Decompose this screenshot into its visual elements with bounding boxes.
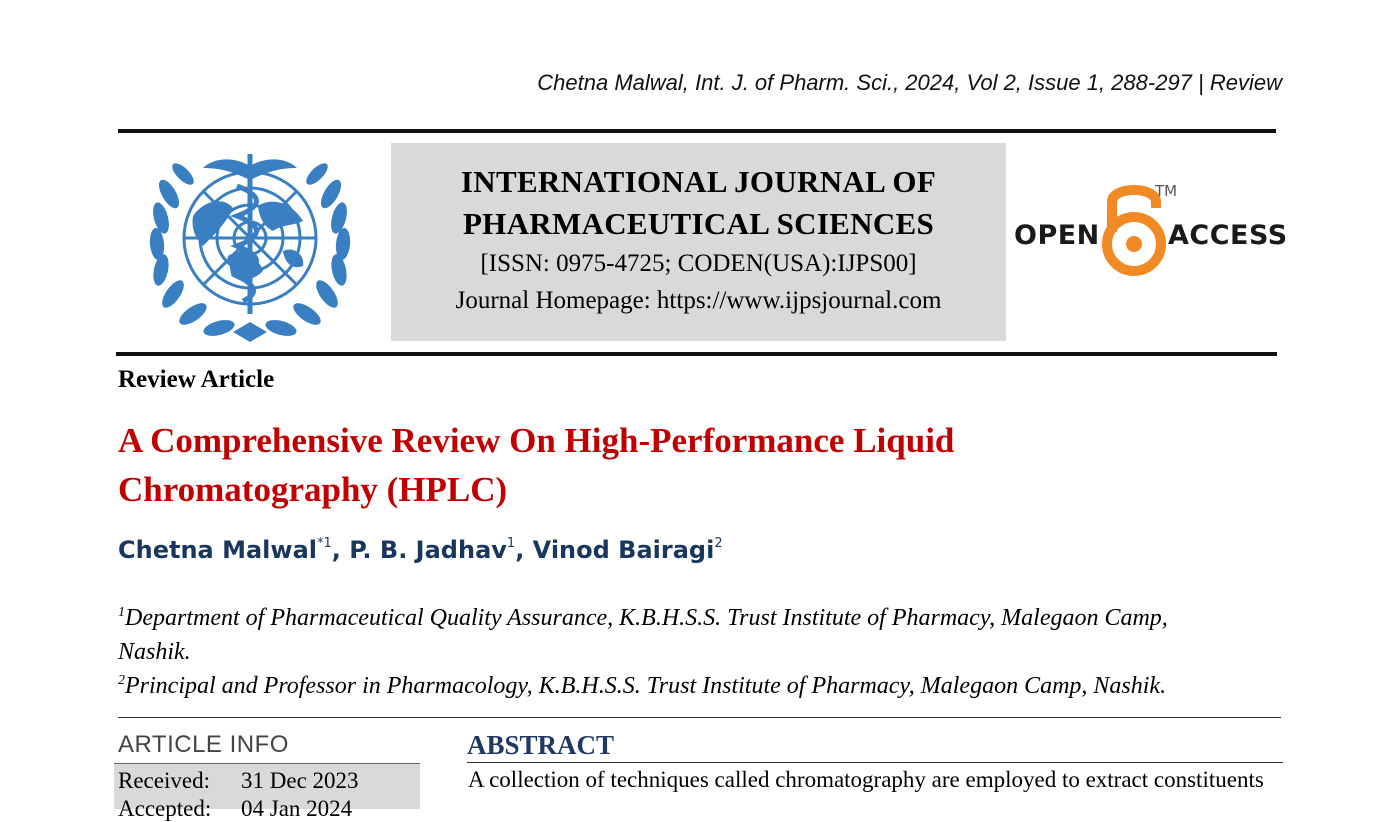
affiliation-marker: 1 [118, 605, 125, 620]
accepted-label: Accepted: [118, 796, 212, 821]
journal-name-line-2: PHARMACEUTICAL SCIENCES [462, 206, 935, 241]
affiliation-text: Department of Pharmaceutical Quality Assurance, K.B.H.S.S. Trust Institute of Pharmacy, Malegaon Camp, [125, 605, 1168, 631]
abstract-rule [467, 762, 1283, 763]
abstract-text: A collection of techniques called chromatography are employed to extract constituents [468, 767, 1264, 792]
journal-name-line-1: INTERNATIONAL JOURNAL OF [460, 164, 937, 199]
affiliation-2 [118, 664, 1288, 703]
journal-emblem-icon [133, 146, 367, 344]
trademark-mark: TM [1155, 182, 1178, 200]
author-list [118, 536, 723, 564]
header-rule-top [118, 129, 1276, 133]
open-access-logo [1012, 180, 1288, 280]
received-label: Received: [118, 768, 210, 793]
author-name: Chetna Malwal [118, 536, 317, 564]
accepted-date: 04 Jan 2024 [241, 796, 353, 821]
author-name: P. B. Jadhav [349, 536, 507, 564]
article-info-box [114, 763, 420, 821]
accepted-row [118, 796, 352, 822]
section-divider [118, 717, 1281, 718]
journal-issn: [ISSN: 0975-4725; CODEN(USA):IJPS00] [480, 250, 917, 277]
author-separator: , [331, 536, 350, 564]
journal-homepage-link[interactable]: Journal Homepage: https://www.ijpsjournal.com [455, 287, 942, 314]
journal-masthead [391, 143, 1006, 341]
article-title [118, 416, 1058, 514]
citation-header: Chetna Malwal, Int. J. of Pharm. Sci., 2024, Vol 2, Issue 1, 288-297 | Review [537, 70, 1282, 95]
article-type: Review Article [118, 366, 275, 393]
article-title-line-2: Chromatography (HPLC) [118, 470, 508, 509]
affiliation-1 [118, 596, 1288, 669]
abstract-heading: ABSTRACT [467, 730, 615, 760]
affiliation-marker: 2 [118, 673, 125, 688]
open-access-left-text: OPEN [1014, 220, 1100, 251]
received-date: 31 Dec 2023 [241, 768, 359, 793]
article-info-heading: ARTICLE INFO [118, 731, 289, 758]
author-affiliation-marker: *1 [316, 536, 332, 551]
author-separator: , [515, 536, 533, 564]
received-row [118, 768, 359, 794]
author-name: Vinod Bairagi [532, 536, 715, 564]
article-title-line-1: A Comprehensive Review On High-Performance Liquid [118, 421, 955, 460]
affiliation-text-continued: Nashik. [118, 639, 191, 665]
author-affiliation-marker: 1 [506, 536, 516, 551]
affiliation-text: Principal and Professor in Pharmacology, K.B.H.S.S. Trust Institute of Pharmacy, Malegaon Camp, Nashik. [125, 673, 1167, 699]
open-access-right-text: ACCESS [1168, 220, 1288, 251]
author-affiliation-marker: 2 [714, 536, 723, 551]
header-rule-bottom [116, 352, 1277, 356]
